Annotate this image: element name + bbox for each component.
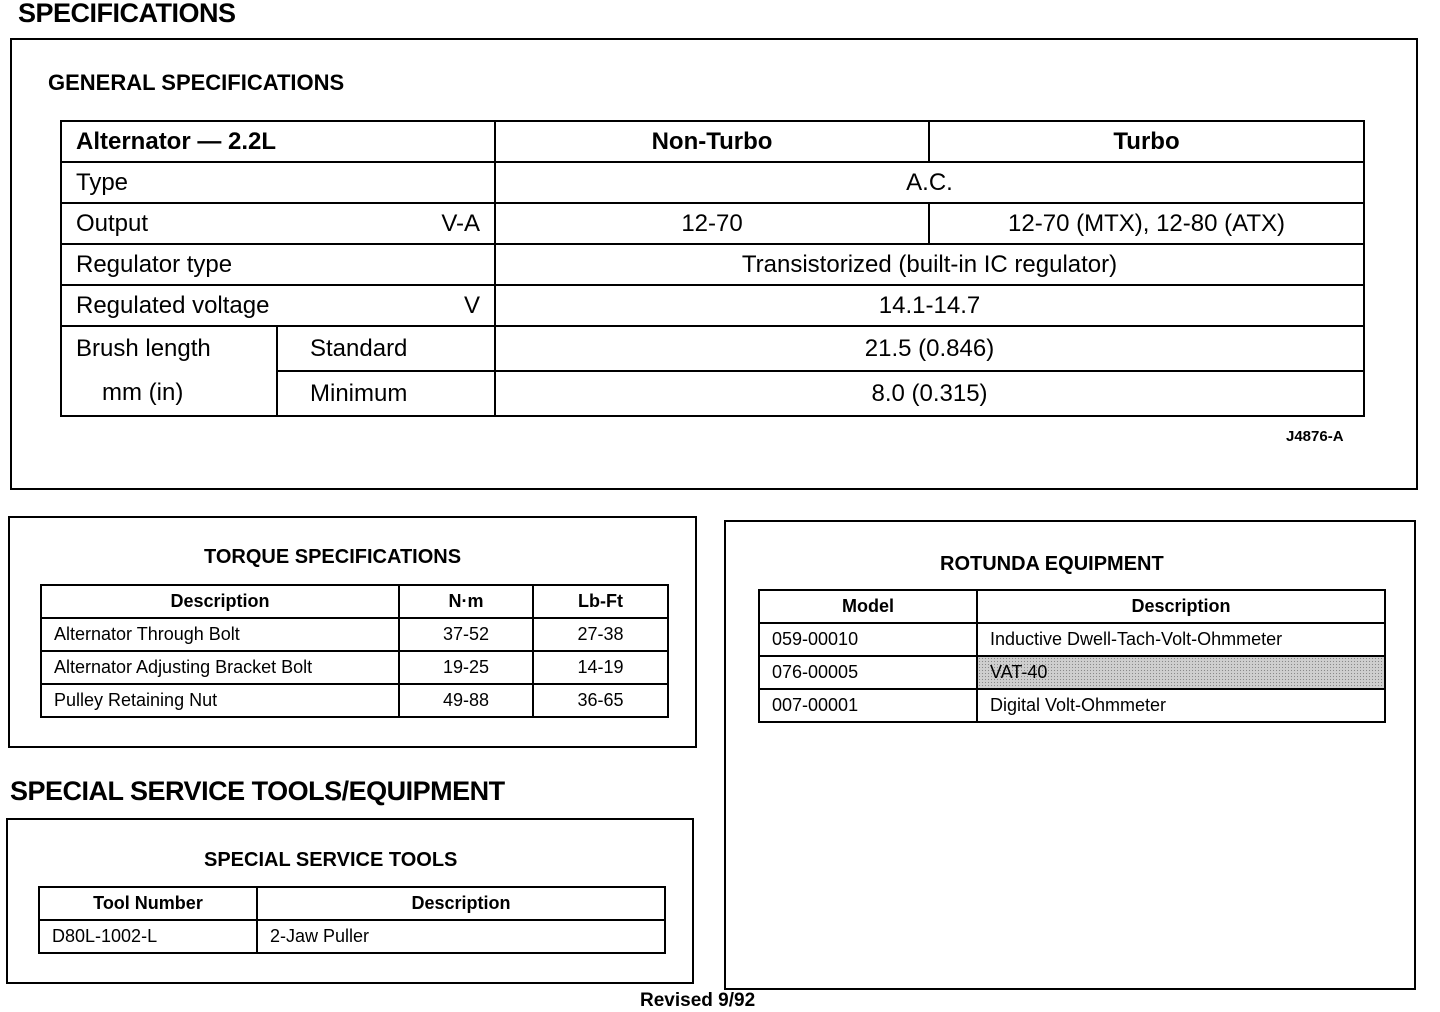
revision-footer: Revised 9/92 xyxy=(640,990,756,1011)
rotunda-description: Digital Volt-Ohmmeter xyxy=(977,689,1385,722)
row-label-type: Type xyxy=(61,162,495,203)
row-label-voltage xyxy=(61,285,495,326)
table-header-row xyxy=(41,585,668,618)
voltage-label: Regulated voltage xyxy=(76,291,270,319)
torque-lbft: 27-38 xyxy=(533,618,668,651)
torque-description: Alternator Adjusting Bracket Bolt xyxy=(41,651,399,684)
tools-header-description: Description xyxy=(257,887,665,920)
header-alternator: Alternator — 2.2L xyxy=(61,121,495,162)
table-header-row xyxy=(39,887,665,920)
brush-minimum-label: Minimum xyxy=(277,371,495,416)
tools-header-number: Tool Number xyxy=(39,887,257,920)
table-row xyxy=(39,920,665,953)
general-specifications-table xyxy=(60,120,1365,417)
rotunda-description-shaded: VAT-40 xyxy=(977,656,1385,689)
row-value-regulator: Transistorized (built-in IC regulator) xyxy=(495,244,1364,285)
torque-nm: 49-88 xyxy=(399,684,533,717)
torque-description: Alternator Through Bolt xyxy=(41,618,399,651)
rotunda-model: 076-00005 xyxy=(759,656,977,689)
rotunda-header-model: Model xyxy=(759,590,977,623)
brush-label-line1: Brush length xyxy=(76,335,211,362)
torque-specifications-title: TORQUE SPECIFICATIONS xyxy=(204,546,462,568)
table-row xyxy=(61,326,1364,371)
torque-nm: 19-25 xyxy=(399,651,533,684)
figure-code: J4876-A xyxy=(1286,428,1344,445)
table-header-row xyxy=(61,121,1364,162)
table-row xyxy=(759,656,1385,689)
header-turbo: Turbo xyxy=(929,121,1364,162)
brush-standard-value: 21.5 (0.846) xyxy=(495,326,1364,371)
row-value-voltage: 14.1-14.7 xyxy=(495,285,1364,326)
special-service-tools-title: SPECIAL SERVICE TOOLS xyxy=(204,849,458,871)
brush-minimum-value: 8.0 (0.315) xyxy=(495,371,1364,416)
tool-number: D80L-1002-L xyxy=(39,920,257,953)
row-label-regulator: Regulator type xyxy=(61,244,495,285)
voltage-unit: V xyxy=(464,291,481,319)
table-row xyxy=(759,689,1385,722)
torque-table xyxy=(40,584,669,718)
table-row xyxy=(759,623,1385,656)
rotunda-equipment-title: ROTUNDA EQUIPMENT xyxy=(940,553,1164,575)
table-row xyxy=(61,285,1364,326)
table-row xyxy=(41,618,668,651)
row-value-type: A.C. xyxy=(495,162,1364,203)
tools-section-heading: SPECIAL SERVICE TOOLS/EQUIPMENT xyxy=(10,776,505,806)
output-label: Output xyxy=(76,209,149,237)
torque-header-lbft: Lb-Ft xyxy=(533,585,668,618)
torque-header-description: Description xyxy=(41,585,399,618)
rotunda-model: 007-00001 xyxy=(759,689,977,722)
table-row xyxy=(41,684,668,717)
table-row xyxy=(61,203,1364,244)
brush-label-line2: mm (in) xyxy=(102,379,184,406)
rotunda-header-description: Description xyxy=(977,590,1385,623)
rotunda-table xyxy=(758,589,1386,723)
output-turbo: 12-70 (MTX), 12-80 (ATX) xyxy=(929,203,1364,244)
brush-length-label xyxy=(61,326,277,416)
rotunda-description: Inductive Dwell-Tach-Volt-Ohmmeter xyxy=(977,623,1385,656)
row-label-output xyxy=(61,203,495,244)
tools-table xyxy=(38,886,666,954)
torque-header-nm: N·m xyxy=(399,585,533,618)
tool-description: 2-Jaw Puller xyxy=(257,920,665,953)
rotunda-model: 059-00010 xyxy=(759,623,977,656)
table-header-row xyxy=(759,590,1385,623)
output-unit: V-A xyxy=(441,209,481,237)
table-row xyxy=(61,162,1364,203)
torque-lbft: 36-65 xyxy=(533,684,668,717)
table-row xyxy=(61,244,1364,285)
table-row xyxy=(41,651,668,684)
torque-nm: 37-52 xyxy=(399,618,533,651)
output-non-turbo: 12-70 xyxy=(495,203,929,244)
torque-lbft: 14-19 xyxy=(533,651,668,684)
general-specifications-title: GENERAL SPECIFICATIONS xyxy=(48,70,345,95)
header-non-turbo: Non-Turbo xyxy=(495,121,929,162)
page-title: SPECIFICATIONS xyxy=(18,0,236,28)
brush-standard-label: Standard xyxy=(277,326,495,371)
torque-description: Pulley Retaining Nut xyxy=(41,684,399,717)
